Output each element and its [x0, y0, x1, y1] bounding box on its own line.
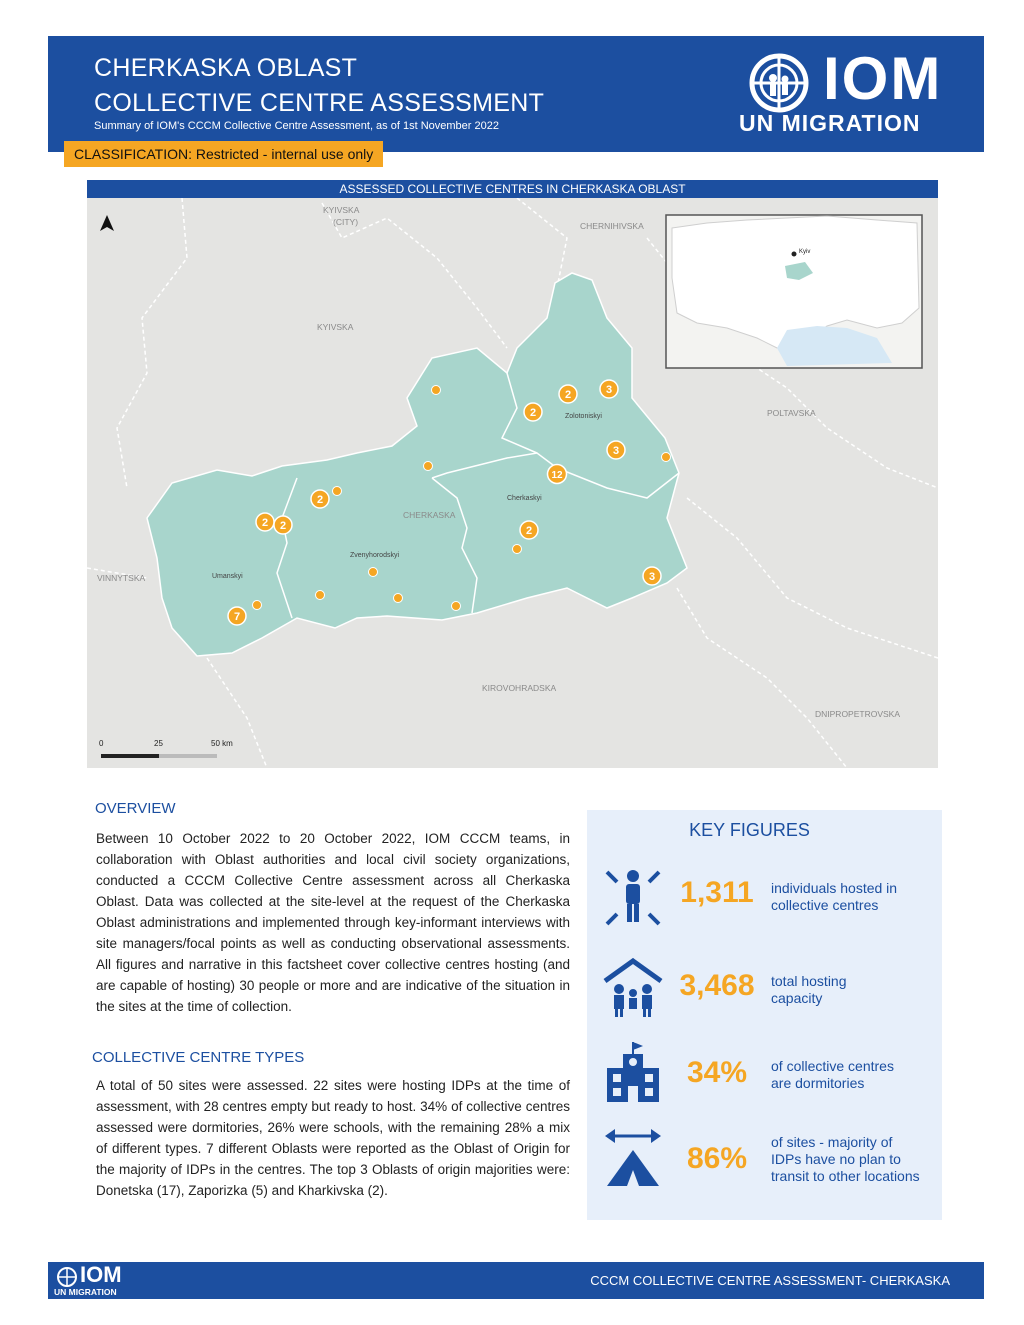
map-title: ASSESSED COLLECTIVE CENTRES IN CHERKASKA OBLAST — [87, 180, 938, 198]
key-figure-value: 86% — [686, 1142, 748, 1175]
svg-text:3: 3 — [648, 571, 656, 583]
header-banner — [48, 36, 984, 152]
label-zvenyhorodskyi: Zvenyhorodskyi — [350, 552, 400, 559]
inset-map — [666, 215, 922, 368]
key-figure-value: 3,468 — [679, 969, 755, 1002]
site-cluster — [274, 516, 292, 534]
svg-text:2: 2 — [279, 520, 287, 532]
label-poltavska: POLTAVSKA — [767, 408, 816, 418]
page-title-line2: COLLECTIVE CENTRE ASSESSMENT — [94, 89, 545, 117]
key-figure-desc-line: capacity — [771, 990, 823, 1006]
site-point — [333, 487, 342, 496]
map-area — [87, 198, 938, 768]
key-figure-desc — [771, 1134, 941, 1185]
key-figure-desc-line: of collective centres — [771, 1058, 894, 1074]
key-figure-desc-line: collective centres — [771, 897, 879, 913]
key-figure-desc-line: individuals hosted in — [771, 880, 898, 896]
footer-logo-iom: IOM — [80, 1262, 122, 1287]
site-cluster — [256, 513, 274, 531]
key-figure-desc-line: transit to other locations — [771, 1168, 920, 1184]
site-point — [662, 453, 671, 462]
building-icon — [601, 1040, 665, 1110]
svg-text:3: 3 — [612, 445, 620, 457]
page-subtitle: Summary of IOM's CCCM Collective Centre Assessment, as of 1st November 2022 — [94, 120, 499, 132]
site-cluster — [520, 521, 538, 539]
svg-text:2: 2 — [316, 494, 324, 506]
page-title-line1: CHERKASKA OBLAST — [94, 54, 358, 82]
key-figures-panel — [587, 810, 942, 1220]
key-figure-desc — [771, 1058, 941, 1092]
key-figures-heading: KEY FIGURES — [689, 820, 810, 840]
iom-logo — [739, 45, 964, 138]
site-cluster — [524, 403, 542, 421]
footer-banner — [48, 1262, 984, 1299]
label-vinnytska: VINNYTSKA — [97, 573, 146, 583]
logo-text-un-migration: UN MIGRATION — [739, 110, 921, 136]
key-figure-desc — [771, 973, 941, 1007]
scale-label-0: 0 — [99, 739, 104, 748]
site-cluster — [600, 380, 618, 398]
site-point — [452, 602, 461, 611]
label-dnipropetrovska: DNIPROPETROVSKA — [815, 709, 901, 719]
site-point — [424, 462, 433, 471]
tent-transit-icon — [601, 1126, 665, 1196]
key-figure-value: 34% — [686, 1056, 748, 1089]
key-figure-transit — [587, 1126, 942, 1206]
label-kirovohradska: KIROVOHRADSKA — [482, 683, 557, 693]
label-kyivska: KYIVSKA — [317, 322, 354, 332]
key-figure-desc — [771, 880, 941, 914]
scale-label-50: 50 km — [211, 739, 233, 748]
types-text: A total of 50 sites were assessed. 22 sites were hosting IDPs at the time of assessment, with 28 centres empty but ready to host. 34% of collective centres assessed were dormitories, 26% were schools, with the remaining 28% a mix of different types. 7 different Oblasts were reported as the Oblast of Origin for the majority of IDPs in the centres. The top 3 Oblasts of origin majorities were: Donetska (17), Zaporizka (5) and Kharkivska (2). — [96, 1078, 570, 1198]
label-umanskyi: Umanskyi — [212, 573, 243, 580]
scale-label-25: 25 — [154, 739, 163, 748]
label-cherkaskyi: Cherkaskyi — [507, 495, 542, 502]
site-point — [316, 591, 325, 600]
site-cluster — [607, 441, 625, 459]
key-figure-desc-line: of sites - majority of — [771, 1134, 893, 1150]
site-cluster — [643, 567, 661, 585]
footer-logo-un-migration: UN MIGRATION — [54, 1287, 117, 1297]
label-kyivska-city: KYIVSKA — [323, 205, 360, 215]
un-emblem-icon — [743, 52, 815, 114]
site-point — [369, 568, 378, 577]
key-figure-dormitories — [587, 1040, 942, 1120]
classification-badge: CLASSIFICATION: Restricted - internal use only — [64, 141, 383, 167]
site-point — [253, 601, 262, 610]
un-emblem-icon — [56, 1266, 78, 1288]
label-kyivska-city-sub: (CITY) — [333, 217, 359, 227]
key-figure-desc-line: IDPs have no plan to — [771, 1151, 901, 1167]
shelter-icon — [601, 955, 665, 1025]
svg-text:7: 7 — [233, 611, 241, 623]
svg-text:2: 2 — [564, 389, 572, 401]
site-cluster — [311, 490, 329, 508]
key-figure-capacity — [587, 955, 942, 1035]
label-cherkaska: CHERKASKA — [403, 510, 456, 520]
site-point — [394, 594, 403, 603]
inset-kyiv-label: Kyiv — [799, 249, 811, 255]
svg-text:2: 2 — [525, 525, 533, 537]
key-figure-value: 1,311 — [680, 876, 754, 909]
map-svg — [87, 198, 938, 768]
site-cluster — [228, 607, 246, 625]
overview-text: Between 10 October 2022 to 20 October 2022, IOM CCCM teams, in collaboration with Oblast authorities and local civil society organizations, conducted a CCCM Collective Centre assessment across all Cherkaska Oblast. Data was collected at the site-level at the request of the Cherkaska Oblast administrations and implemented through key-informant interviews with site managers/focal points as well as conducting observational assessments. All figures and narrative in this factsheet cover collective centres hosting (and are capable of hosting) 30 people or more and are indicative of the situation in the sites at the time of collection. — [96, 831, 570, 1014]
site-cluster — [548, 465, 567, 484]
types-heading: COLLECTIVE CENTRE TYPES — [92, 1049, 305, 1066]
site-point — [513, 545, 522, 554]
logo-text-iom: IOM — [823, 45, 943, 112]
key-figure-individuals — [587, 862, 942, 942]
footer-text: CCCM COLLECTIVE CENTRE ASSESSMENT- CHERKASKA — [590, 1273, 950, 1288]
footer-iom-logo — [54, 1264, 144, 1298]
svg-text:2: 2 — [261, 517, 269, 529]
label-chernihivska: CHERNIHIVSKA — [580, 221, 644, 231]
key-figure-desc-line: total hosting — [771, 973, 847, 989]
key-figure-desc-line: are dormitories — [771, 1075, 865, 1091]
label-zolotoniskyi: Zolotoniskyi — [565, 413, 602, 420]
svg-text:12: 12 — [551, 470, 563, 481]
svg-text:3: 3 — [605, 384, 613, 396]
site-point — [432, 386, 441, 395]
svg-text:2: 2 — [529, 407, 537, 419]
site-cluster — [559, 385, 577, 403]
overview-heading: OVERVIEW — [95, 800, 176, 817]
people-icon — [601, 862, 665, 932]
